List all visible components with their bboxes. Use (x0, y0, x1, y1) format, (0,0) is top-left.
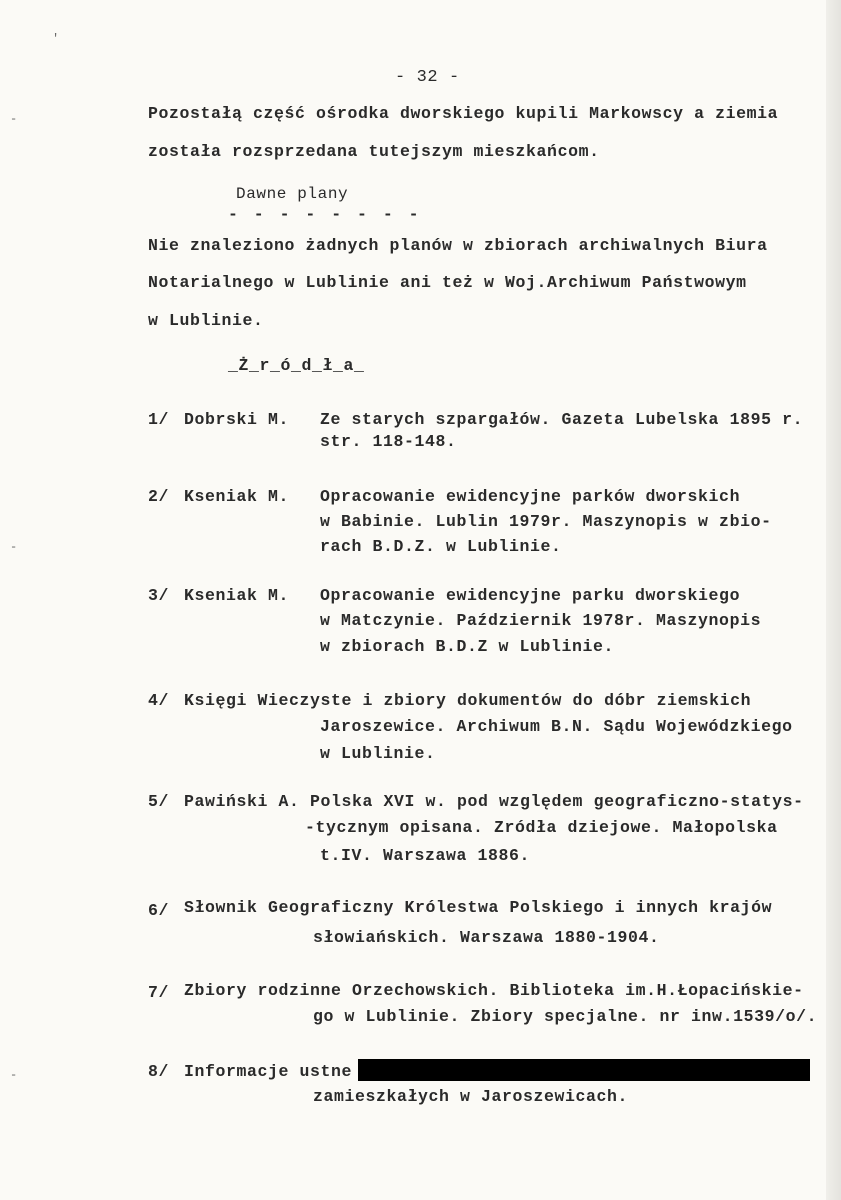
intro-line-2: została rozsprzedana tutejszym mieszkańcom. (148, 142, 600, 161)
intro-line-1: Pozostałą część ośrodka dworskiego kupili Markowscy a ziemia (148, 104, 779, 123)
source-first-line: Księgi Wieczyste i zbiory dokumentów do dóbr ziemskich (184, 691, 752, 710)
source-text-line: słowiańskich. Warszawa 1880-1904. (313, 928, 660, 947)
source-author: Kseniak M. (184, 487, 290, 506)
source-text-line: w Matczynie. Październik 1978r. Maszynopis (320, 611, 762, 630)
source-author: Kseniak M. (184, 586, 290, 605)
source-number: 4/ (148, 691, 170, 710)
source-text-line: Opracowanie ewidencyjne parków dworskich (320, 487, 741, 506)
plans-line-1: Nie znaleziono żadnych planów w zbiorach archiwalnych Biura (148, 236, 768, 255)
source-text-line: str. 118-148. (320, 432, 457, 451)
sources-heading: _Ż_r_ó_d_ł_a_ (228, 356, 365, 375)
source-text-line: w Lublinie. (320, 744, 436, 763)
source-text-line: go w Lublinie. Zbiory specjalne. nr inw.1539/o/. (313, 1007, 818, 1026)
source-number: 2/ (148, 487, 170, 506)
plans-line-2: Notarialnego w Lublinie ani też w Woj.Archiwum Państwowym (148, 273, 747, 292)
source-number: 8/ (148, 1062, 170, 1081)
paper-speck: - (10, 112, 18, 126)
source-number: 7/ (148, 983, 170, 1002)
source-text-line: w Babinie. Lublin 1979r. Maszynopis w zbio- (320, 512, 772, 531)
source-first-line: Informacje ustne (184, 1062, 353, 1081)
source-number: 5/ (148, 792, 170, 811)
source-author: Dobrski M. (184, 410, 290, 429)
source-text-line: w zbiorach B.D.Z w Lublinie. (320, 637, 615, 656)
plans-heading: Dawne plany (236, 185, 349, 203)
source-text-line: Jaroszewice. Archiwum B.N. Sądu Wojewódzkiego (320, 717, 793, 736)
page-edge (826, 0, 841, 1200)
paper-speck: ' (52, 32, 60, 46)
source-number: 1/ (148, 410, 170, 429)
source-text-line: Ze starych szpargałów. Gazeta Lubelska 1895 r. (320, 410, 804, 429)
source-number: 6/ (148, 901, 170, 920)
source-number: 3/ (148, 586, 170, 605)
source-first-line: Słownik Geograficzny Królestwa Polskiego i innych krajów (184, 898, 773, 917)
plans-heading-underline: - - - - - - - - (228, 205, 422, 224)
source-text-line: t.IV. Warszawa 1886. (320, 846, 531, 865)
paper-speck: - (10, 1068, 18, 1082)
source-first-line: Pawiński A. Polska XVI w. pod względem geograficzno-statys- (184, 792, 804, 811)
page-number: - 32 - (395, 68, 460, 87)
source-first-line: Zbiory rodzinne Orzechowskich. Biblioteka im.H.Łopacińskie- (184, 981, 804, 1000)
paper-speck: - (10, 540, 18, 554)
source-text-line: rach B.D.Z. w Lublinie. (320, 537, 562, 556)
plans-line-3: w Lublinie. (148, 311, 264, 330)
source-text-line: Opracowanie ewidencyjne parku dworskiego (320, 586, 741, 605)
redaction-bar (358, 1059, 810, 1081)
source-text-line: zamieszkałych w Jaroszewicach. (313, 1087, 629, 1106)
source-text-line: -tycznym opisana. Zródła dziejowe. Małopolska (305, 818, 778, 837)
